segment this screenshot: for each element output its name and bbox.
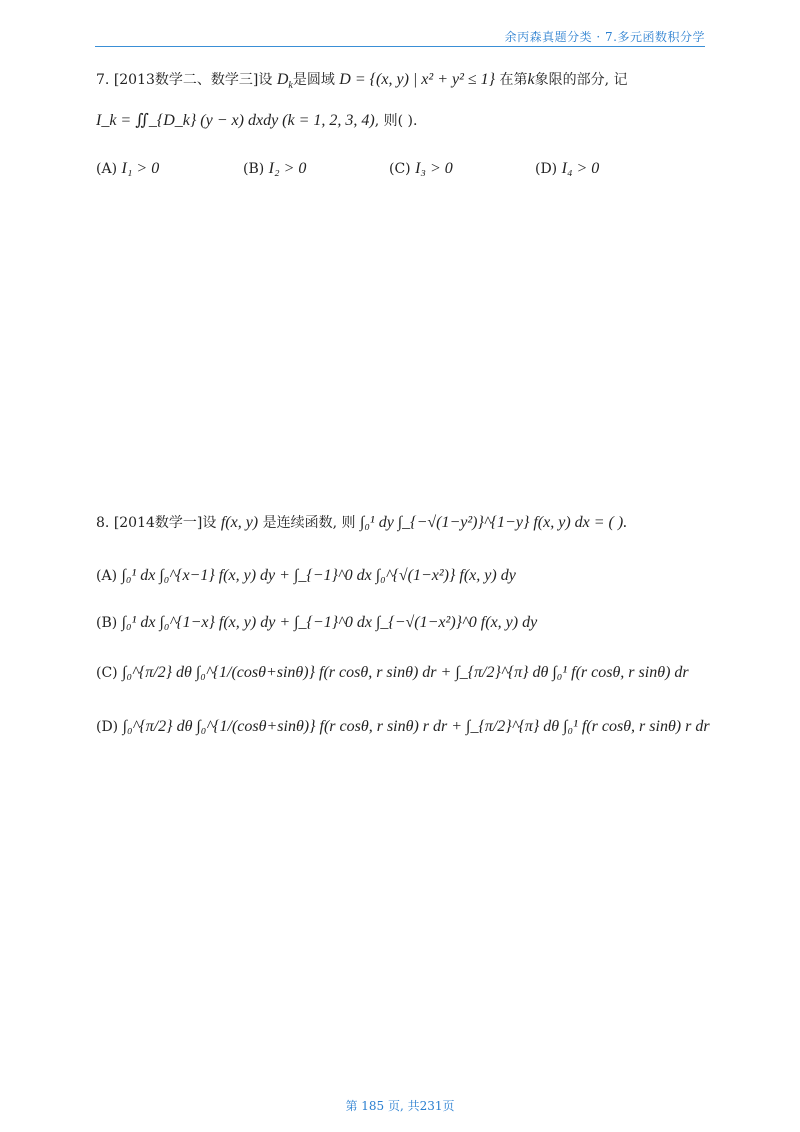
math-integral: ∫₀¹ dy ∫_{−√(1−y²)}^{1−y} f(x, y) dx = ( ). (359, 514, 628, 531)
math-fn: f(x, y) (220, 514, 259, 531)
stem-text: 是圆域 (292, 72, 335, 88)
stem-text: 设 (202, 515, 217, 531)
page-footer (0, 1097, 800, 1114)
math-var: k (527, 71, 535, 88)
option-b[interactable]: (B) ∫₀¹ dx ∫₀^{1−x} f(x, y) dy + ∫_{−1}^0 dx ∫_{−√(1−x²)}^0 f(x, y) dy (96, 614, 538, 631)
question-7-stem-line2 (96, 110, 417, 130)
question-7-stem-line1 (96, 72, 628, 91)
stem-text: , 则( ). (374, 113, 418, 129)
option-d[interactable]: (D) ∫₀^{π/2} dθ ∫₀^{1/(cosθ+sinθ)} f(r cosθ, r sinθ) r dr + ∫_{π/2}^{π} dθ ∫₀¹ f(r cosθ, r sinθ) r dr (96, 718, 710, 735)
math-set: D = {(x, y) | x² + y² ≤ 1} (339, 71, 496, 88)
math-integral: I_k = ∬_{D_k} (y − x) dxdy (k = 1, 2, 3, 4) (96, 112, 375, 129)
question-source: [2014数学一] (113, 515, 203, 531)
page-number: 第 185 页, 共231页 (345, 1099, 455, 1113)
stem-text: 是连续函数, 则 (262, 515, 356, 531)
stem-text: 象限的部分, 记 (534, 72, 628, 88)
stem-text: 设 (258, 72, 273, 88)
option-c[interactable]: (C) ∫₀^{π/2} dθ ∫₀^{1/(cosθ+sinθ)} f(r cosθ, r sinθ) dr + ∫_{π/2}^{π} dθ ∫₀¹ f(r cosθ, r sinθ) dr (96, 664, 689, 681)
question-number: 8. (96, 515, 110, 531)
option-c[interactable]: (C) I₃ > 0 (389, 160, 453, 177)
option-b[interactable]: (B) I₂ > 0 (243, 160, 307, 177)
question-8-stem (96, 515, 627, 531)
page-header (95, 28, 705, 47)
question-source: [2013数学二、数学三] (113, 72, 259, 88)
question-number: 7. (96, 72, 110, 88)
header-title: 余丙森真题分类 · 7.多元函数积分学 (504, 30, 705, 44)
option-a[interactable]: (A) ∫₀¹ dx ∫₀^{x−1} f(x, y) dy + ∫_{−1}^0 dx ∫₀^{√(1−x²)} f(x, y) dy (96, 567, 516, 584)
math-var: $D_k$ (276, 71, 293, 92)
stem-text: 在第 (499, 72, 528, 88)
option-a[interactable]: (A) I₁ > 0 (96, 160, 160, 177)
option-d[interactable]: (D) I₄ > 0 (535, 160, 600, 177)
